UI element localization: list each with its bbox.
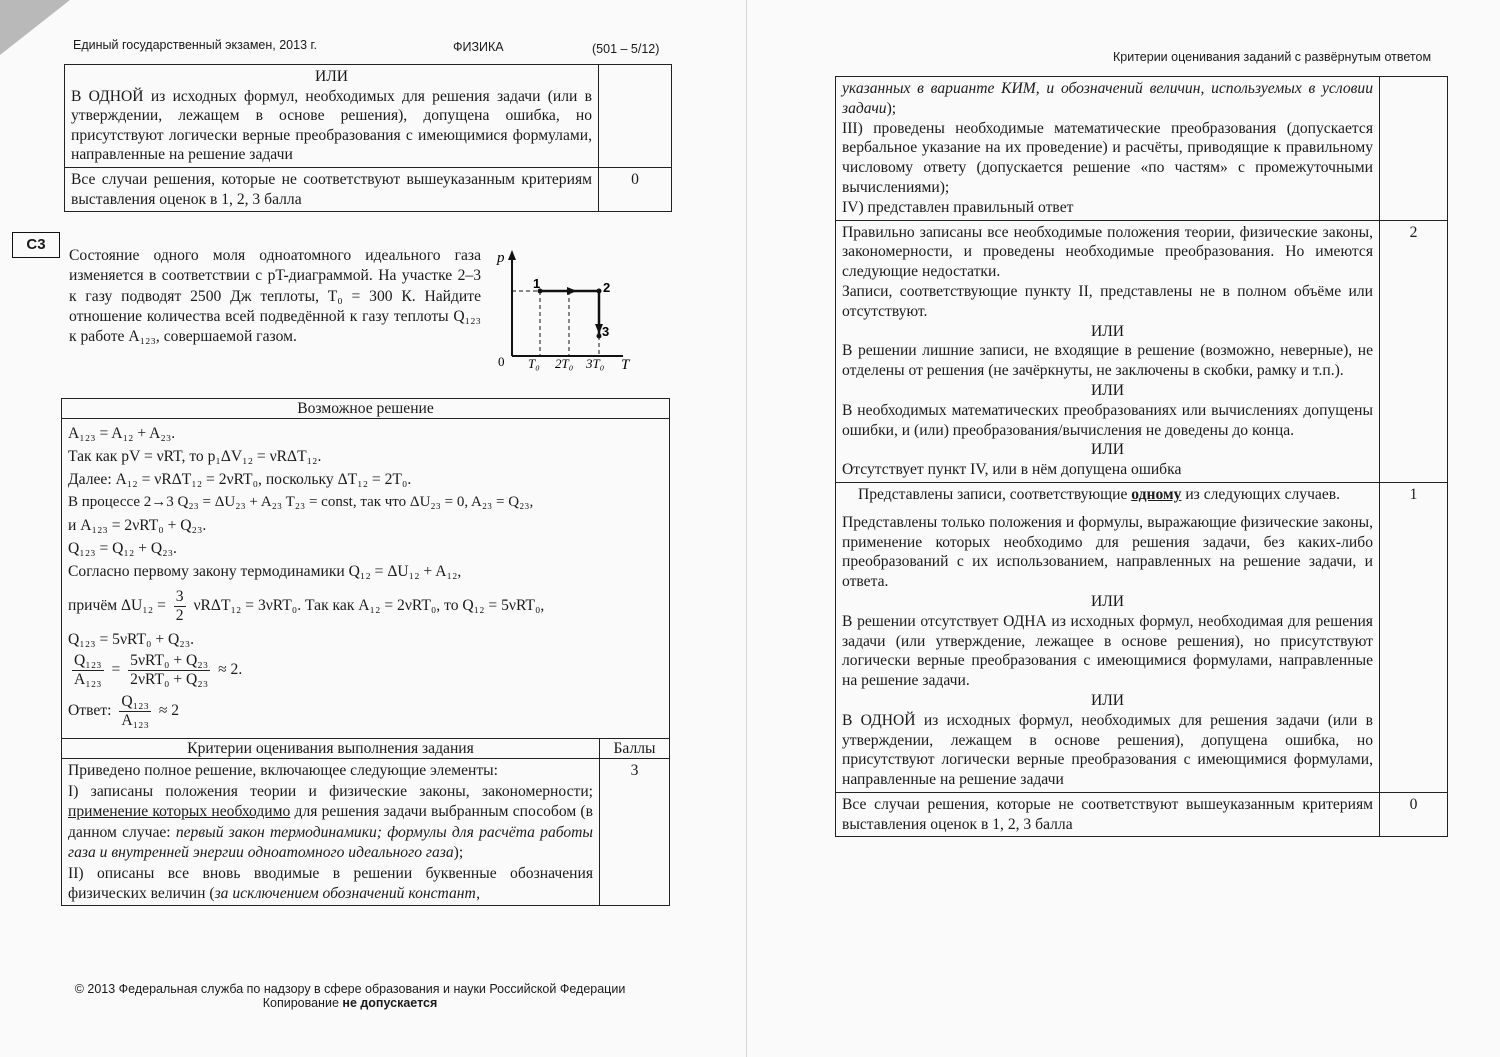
table-row [62, 419, 670, 739]
emphasis-text: одному [1131, 485, 1182, 503]
score-cell [599, 65, 672, 168]
criteria-cell [62, 759, 600, 906]
point-label: 2 [603, 280, 611, 295]
fraction-numerator: Q₁₂₃ [74, 652, 102, 669]
copy-notice [60, 996, 640, 1010]
fraction-denominator: 2 [175, 607, 184, 624]
italic-text: первый закон термодинамики; формулы для расчёта работы газа и внутренней энергии одноатомного идеального газа [68, 823, 593, 861]
text-span: для решения задачи выбранным способом (в данном случае: [68, 803, 593, 841]
italic-text: указанных в варианте КИМ, и обозначений величин, используемых в условии задачи [842, 80, 1373, 117]
tick-label: T₀ [528, 356, 540, 371]
fraction [128, 652, 210, 689]
text-span: из следующих случаев. [1185, 485, 1341, 503]
ili-label: ИЛИ [1090, 381, 1125, 399]
solution-line: A₁₂₃ = A₁₂ + A₂₃. [68, 425, 176, 442]
table-row [62, 739, 670, 759]
right-page [746, 0, 1500, 1057]
criteria-text: Приведено полное решение, включающее следующие элементы: [68, 762, 498, 779]
left-page [0, 0, 746, 1057]
variant-code: (501 – 5/12) [592, 42, 660, 56]
point-label: 3 [602, 324, 610, 339]
tick-label: 3T₀ [586, 356, 605, 371]
solution-line: Далее: A₁₂ = νRΔT₁₂ = 2νRT₀, поскольку ΔT₁₂ = 2T₀. [68, 471, 412, 488]
process-arrow [567, 287, 577, 295]
solution-table [61, 398, 670, 906]
formula-text: причём ΔU₁₂ = [68, 597, 166, 615]
copyright-text: © 2013 Федеральная служба по надзору в сфере образования и науки Российской Федерации [74, 982, 626, 996]
fraction-denominator: A₁₂₃ [74, 671, 102, 688]
text-span: ); [886, 99, 897, 117]
fraction-denominator: 2νRT₀ + Q₂₃ [130, 671, 209, 688]
criteria-text: Представлены только положения и формулы, выражающие физические законы, применение которых необходимо для решения задачи, без каких-либо преобразований с их использованием, направленных на решение задачи, и ответа. [842, 513, 1373, 591]
solution-line: Q₁₂₃ = 5νRT₀ + Q₂₃. [68, 631, 195, 648]
text-span: II) описаны все вновь вводимые в решении буквенные обозначения физических величин ( [68, 864, 593, 902]
origin-label: 0 [498, 354, 505, 369]
table-row [836, 77, 1448, 221]
criteria-cell [65, 65, 599, 168]
criteria-table [835, 76, 1448, 837]
tick-label: 2T₀ [555, 356, 574, 371]
fraction [72, 652, 104, 689]
task-label: C3 [12, 232, 60, 258]
criteria-text [68, 782, 593, 864]
score-cell: 0 [1380, 792, 1448, 837]
underlined-text: применение которых необходимо [68, 803, 291, 820]
ili-label: ИЛИ [1090, 322, 1125, 340]
score-header: Баллы [600, 739, 670, 759]
point-2 [597, 289, 602, 294]
point-3 [597, 334, 602, 339]
table-row [836, 792, 1448, 837]
fraction-numerator: 3 [175, 588, 184, 605]
table-row [836, 482, 1448, 792]
solution-line [68, 588, 663, 625]
criteria-text: Все случаи решения, которые не соответствуют вышеуказанным критериям выставления оценок в 1, 2, 3 балла [836, 792, 1380, 837]
criteria-text: В решении лишние записи, не входящие в решение (возможно, неверные), не отделены от решения (не зачёркнуты, не заключены в скобки, рамку и т.п.). [842, 342, 1373, 380]
criteria-title: Критерии оценивания выполнения задания [62, 739, 600, 759]
fraction [119, 693, 151, 730]
copyright-footer [60, 982, 640, 1010]
answer-label: Ответ: [68, 702, 112, 720]
table-row [62, 759, 670, 906]
italic-text: за исключением обозначений констант, [214, 885, 481, 902]
solution-line: Q₁₂₃ = Q₁₂ + Q₂₃. [68, 540, 177, 557]
score-cell: 1 [1380, 482, 1448, 792]
formula-text: νRΔT₁₂ = 3νRT₀. Так как A₁₂ = 2νRT₀, то Q₁₂ = 5νRT₀, [193, 597, 545, 615]
ili-label: ИЛИ [1090, 441, 1125, 459]
solution-line: Так как pV = νRT, то p₁ΔV₁₂ = νRΔT₁₂. [68, 448, 322, 465]
solution-line: В процессе 2→3 Q₂₃ = ΔU₂₃ + A₂₃ T₂₃ = const, так что ΔU₂₃ = 0, A₂₃ = Q₂₃, [68, 494, 534, 510]
criteria-text: Все случаи решения, которые не соответствуют вышеуказанным критериям выставления оценок в 1, 2, 3 балла [65, 167, 599, 211]
fraction [174, 588, 186, 625]
answer-line [68, 693, 663, 730]
ratio-line: $\frac{\text{Q₁₂₃}}{\text{A₁₂₃}}$ = $\frac{\text{5νRT₀ + Q₂₃}}{\text{2νRT₀ + Q₂₃}}$ ≈ 2. [74, 652, 243, 688]
criteria-text: III) проведены необходимые математические преобразования (допускается вербальное указание на их проведение) и расчёты, приводящие к правильному числовому ответу (допускается решение «по частям» с промежуточными вычислениями); [842, 119, 1373, 196]
text-span: Копирование [262, 996, 339, 1010]
p-axis-arrow [508, 250, 516, 260]
table-row [65, 65, 672, 168]
table-row [836, 220, 1448, 482]
page-corner-fold [0, 0, 70, 55]
p-axis-label: p [497, 250, 505, 266]
solution-line: и A₁₂₃ = 2νRT₀ + Q₂₃. [68, 517, 207, 534]
point-label: 1 [533, 276, 541, 291]
fraction-numerator: Q₁₂₃ [121, 693, 149, 710]
criteria-text: Записи, соответствующие пункту II, представлены не в полном объёме или отсутствуют. [842, 282, 1373, 320]
fraction-numerator: 5νRT₀ + Q₂₃ [130, 652, 209, 669]
table-row [62, 399, 670, 419]
criteria-cell [836, 220, 1380, 482]
criteria-text [842, 485, 1373, 505]
task-text: Состояние одного моля одноатомного идеального газа изменяется в соответствии с pT-диаграммой. На участке 2–3 к газу подводят 2500 Дж теплоты, T₀ = 300 К. Найдите отношение количества всей подведённой к газу теплоты Q₁₂₃ к работе A₁₂₃, совершаемой газом. [69, 247, 481, 346]
text-span: I) записаны положения теории и физические законы, закономерности; [68, 782, 593, 800]
criteria-text [842, 79, 1373, 119]
table-row [65, 167, 672, 211]
page-header: Критерии оценивания заданий с развёрнутым ответом [1113, 50, 1432, 64]
text-span: ); [453, 844, 464, 861]
criteria-text: Отсутствует пункт IV, или в нём допущена ошибка [842, 461, 1182, 479]
solution-body [62, 419, 670, 739]
t-axis-label: T [621, 357, 630, 373]
subject-title: ФИЗИКА [453, 40, 504, 54]
exam-title: Единый государственный экзамен, 2013 г. [73, 38, 318, 52]
score-cell: 0 [599, 167, 672, 211]
criteria-table-continued [64, 64, 672, 212]
criteria-text: В решении отсутствует ОДНА из исходных формул, необходимая для решения задачи (или утверждение, лежащее в основе решения), но присутствуют логически верные преобразования с имеющимися формулами, направленные на решение задачи. [842, 612, 1373, 690]
ili-label: ИЛИ [1090, 592, 1125, 610]
ili-label: ИЛИ [314, 68, 349, 85]
criteria-text: IV) представлен правильный ответ [842, 198, 1074, 216]
solution-line: Согласно первому закону термодинамики Q₁₂ = ΔU₁₂ + A₁₂, [68, 563, 462, 580]
fraction-denominator: A₁₂₃ [121, 712, 149, 729]
solution-title: Возможное решение [62, 399, 670, 419]
score-cell: 3 [600, 759, 670, 906]
pt-diagram [495, 248, 640, 376]
criteria-text [68, 864, 593, 905]
criteria-text: В ОДНОЙ из исходных формул, необходимых для решения задачи (или в утверждении, лежащем в основе решения), допущена ошибка, но присутствуют логически верные преобразования с имеющимися формулами, направленные на решение задачи [71, 87, 592, 164]
criteria-text: Правильно записаны все необходимые положения теории, физические законы, закономерности, и проведены необходимые преобразования. Но имеются следующие недостатки. [842, 223, 1373, 281]
answer-result: ≈ 2 [158, 702, 180, 720]
criteria-text: В ОДНОЙ из исходных формул, необходимых для решения задачи (или в утверждении, лежащем в основе решения), допущена ошибка, но присутствуют логически верные преобразования с имеющимися формулами, направленные на решение задачи [842, 711, 1373, 789]
ratio-result: ≈ 2. [218, 661, 243, 679]
criteria-text: В необходимых математических преобразованиях или вычислениях допущены ошибки, и (или) преобразования/вычисления не доведены до конца. [842, 401, 1373, 439]
text-span: Представлены записи, соответствующие [858, 485, 1128, 503]
criteria-cell [836, 77, 1380, 221]
bold-text: не допускается [342, 996, 438, 1010]
criteria-cell [836, 482, 1380, 792]
score-cell [1380, 77, 1448, 221]
ili-label: ИЛИ [1090, 691, 1125, 709]
score-cell: 2 [1380, 220, 1448, 482]
